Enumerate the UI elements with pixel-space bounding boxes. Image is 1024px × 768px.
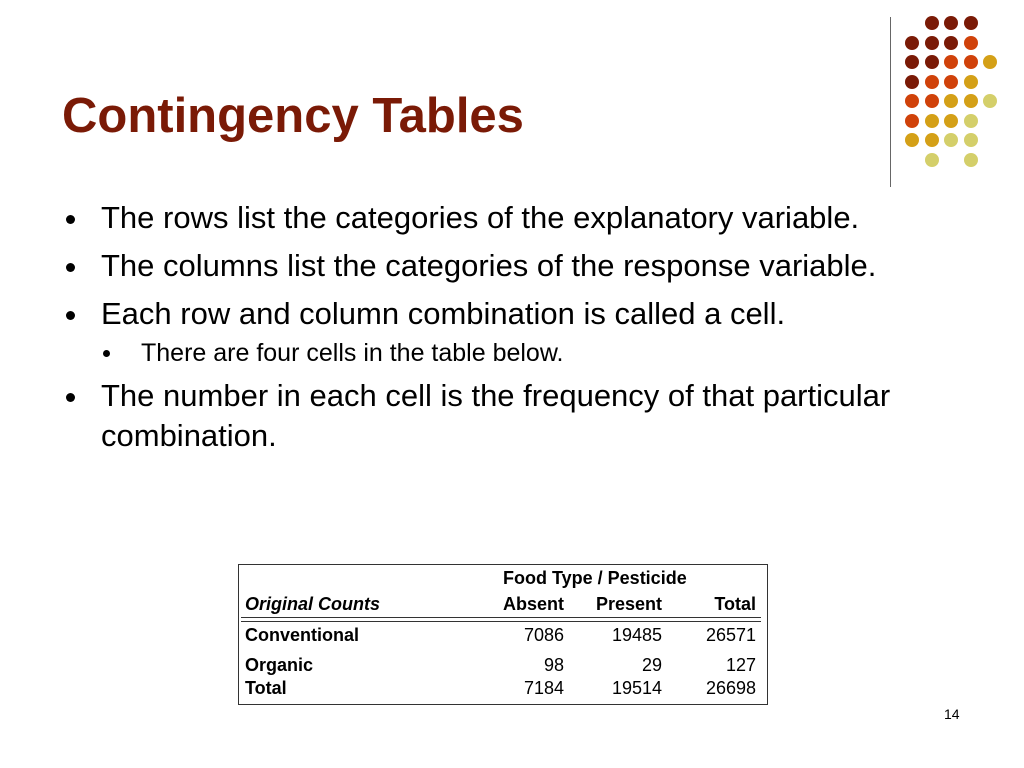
column-header: Total [714, 594, 756, 614]
bullet-item [66, 246, 946, 286]
contingency-table [238, 564, 768, 705]
decorative-dot [944, 36, 958, 50]
decorative-dot [925, 16, 939, 30]
group-header: Food Type / Pesticide [503, 568, 687, 588]
bullet-dot-icon [66, 215, 75, 224]
bullet-text: The rows list the categories of the explanatory variable. [101, 200, 860, 235]
table-cell: 29 [641, 655, 662, 675]
decorative-dot [944, 133, 958, 147]
decorative-dot [925, 75, 939, 89]
table-row [239, 625, 767, 653]
decorative-dot [905, 55, 919, 69]
bullet-text: The columns list the categories of the response variable. [101, 248, 877, 283]
bullet-dot-icon [66, 263, 75, 272]
slide-title: Contingency Tables [62, 89, 524, 143]
decorative-dot [964, 114, 978, 128]
decorative-dot [983, 94, 997, 108]
table-row [239, 678, 767, 706]
bullet-item [66, 294, 946, 334]
table-cell: 127 [725, 655, 756, 675]
bullet-item [66, 376, 946, 456]
decorative-dot [925, 114, 939, 128]
row-label: Organic [245, 655, 314, 675]
table-cell: 7184 [523, 678, 564, 698]
corner-label: Original Counts [245, 594, 380, 614]
table-cell: 26698 [705, 678, 756, 698]
table-cell: 7086 [523, 625, 564, 645]
decorative-dot [905, 94, 919, 108]
decorative-dot [964, 153, 978, 167]
decorative-dot [925, 55, 939, 69]
bullet-text: Each row and column combination is called a cell. [101, 296, 786, 331]
table-group-header-row [239, 568, 767, 596]
decorative-dot [905, 75, 919, 89]
table-cell: 19514 [611, 678, 662, 698]
bullet-item [66, 198, 946, 238]
column-header: Absent [502, 594, 564, 614]
decorative-dot [964, 133, 978, 147]
decorative-dot [944, 94, 958, 108]
decorative-dot [964, 36, 978, 50]
table-cell: 19485 [611, 625, 662, 645]
bullet-text: The number in each cell is the frequency of that particular combination. [101, 378, 891, 453]
decorative-dot [944, 55, 958, 69]
header-double-rule [241, 617, 761, 622]
decorative-dot [944, 114, 958, 128]
bullet-dot-icon [66, 311, 75, 320]
sub-bullet-item [66, 336, 946, 370]
decorative-dot [964, 55, 978, 69]
decorative-dot [983, 55, 997, 69]
row-label: Conventional [245, 625, 360, 645]
bullet-text: There are four cells in the table below. [141, 339, 564, 367]
page-number: 14 [944, 706, 960, 722]
decorative-dot [964, 16, 978, 30]
decorative-dot [944, 16, 958, 30]
divider-line [890, 17, 891, 187]
table-cell: 26571 [705, 625, 756, 645]
decorative-dot [905, 133, 919, 147]
decorative-dot [944, 75, 958, 89]
decorative-dot [964, 94, 978, 108]
bullet-list [66, 198, 946, 464]
bullet-dot-icon [66, 393, 75, 402]
decorative-dot [964, 75, 978, 89]
decorative-dot [925, 36, 939, 50]
decorative-dot [905, 36, 919, 50]
bullet-dot-icon [103, 350, 110, 357]
decorative-dot [925, 133, 939, 147]
decorative-dot [925, 94, 939, 108]
column-header: Present [595, 594, 662, 614]
row-label: Total [245, 678, 287, 698]
decorative-dot [905, 114, 919, 128]
table-cell: 98 [543, 655, 564, 675]
decorative-dot [925, 153, 939, 167]
